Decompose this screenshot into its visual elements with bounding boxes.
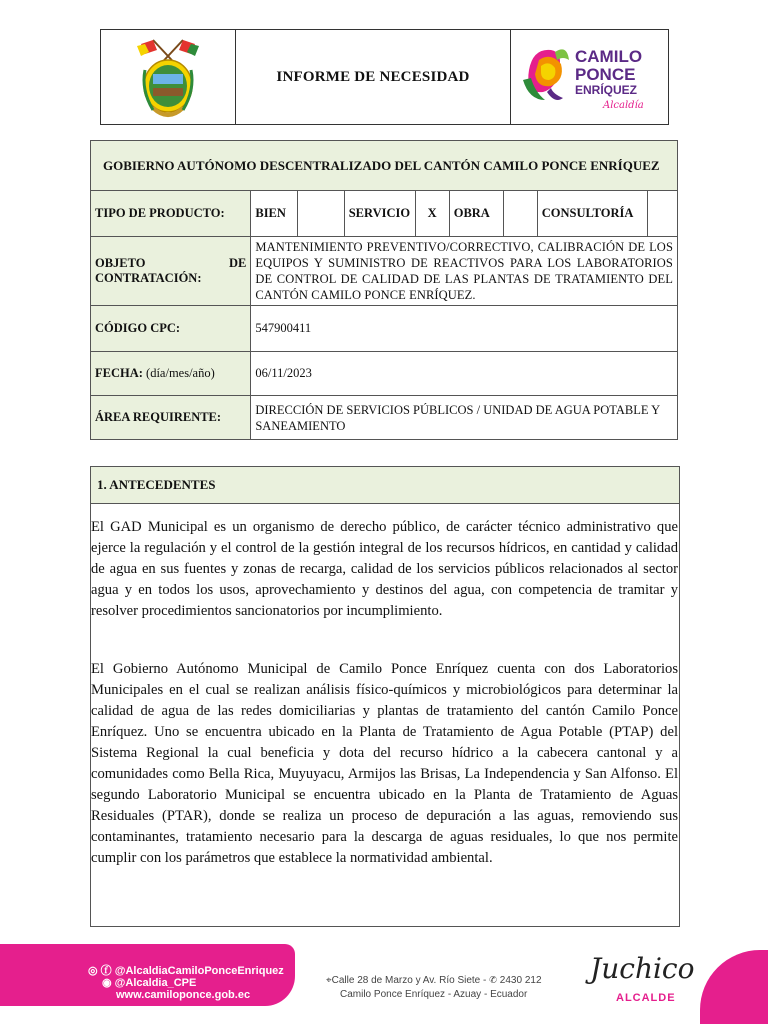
location-pin-icon: ⌖ — [326, 975, 332, 986]
product-type-label: TIPO DE PRODUCTO: — [91, 191, 251, 237]
logo-text-line2: PONCE — [575, 65, 636, 84]
consultoria-label: CONSULTORÍA — [537, 191, 647, 237]
camilo-ponce-logo — [511, 30, 668, 124]
antecedentes-paragraph-1: El GAD Municipal es un organismo de derecho público, de carácter técnico administrativo que ejerce la regulación y el control de la gestión integral de los recursos hídricos, en cantidad y calidad de agua en sus fuentes y zonas de recarga, calidad de los servicios públicos relacionados al sector agua y en todos los usos, aprovechamiento y destinos del agua, con competencia de tramitar y resolver procedimientos sancionatorios por incumplimiento. — [91, 519, 678, 619]
footer-phone: 2430 212 — [499, 975, 542, 986]
document-header — [100, 29, 669, 125]
fecha-label: FECHA: — [95, 366, 143, 380]
obra-label: OBRA — [449, 191, 503, 237]
coat-of-arms-cell — [101, 30, 236, 124]
footer-address-street: Calle 28 de Marzo y Av. Río Siete - — [331, 975, 490, 986]
logo-text-line1: CAMILO — [575, 47, 643, 66]
area-value: DIRECCIÓN DE SERVICIOS PÚBLICOS / UNIDAD DE AGUA POTABLE Y SANEAMIENTO — [251, 396, 678, 440]
objeto-label-word: OBJETO — [95, 256, 146, 270]
footer-website[interactable]: www.camiloponce.gob.ec — [116, 989, 251, 1001]
municipal-logo-cell — [511, 30, 668, 124]
fecha-label-cell — [91, 352, 251, 396]
antecedentes-section — [90, 466, 680, 927]
servicio-checkbox: X — [415, 191, 449, 237]
instagram-icon: ◎ — [88, 965, 98, 977]
consultoria-checkbox — [648, 191, 678, 237]
contract-info-table — [90, 140, 678, 440]
entity-row — [91, 141, 678, 191]
footer-social-1-text: @AlcaldiaCamiloPonceEnriquez — [114, 965, 284, 977]
footer-address-2: Camilo Ponce Enríquez - Azuay - Ecuador — [340, 989, 528, 1000]
bien-checkbox — [297, 191, 344, 237]
cpc-value: 547900411 — [251, 306, 678, 352]
facebook-icon: ⓕ — [100, 965, 112, 977]
title-cell — [236, 30, 511, 124]
signature-title: ALCALDE — [616, 992, 676, 1004]
fecha-value: 06/11/2023 — [251, 352, 678, 396]
product-type-row — [91, 191, 678, 237]
fecha-format: (día/mes/año) — [142, 366, 215, 380]
footer-pink-corner — [700, 950, 768, 1024]
footer-social-2[interactable] — [102, 976, 196, 989]
servicio-label: SERVICIO — [344, 191, 415, 237]
bien-label: BIEN — [251, 191, 298, 237]
entity-name: GOBIERNO AUTÓNOMO DESCENTRALIZADO DEL CANTÓN CAMILO PONCE ENRÍQUEZ — [91, 141, 678, 191]
area-row — [91, 396, 678, 440]
twitter-icon: ◉ — [102, 977, 112, 989]
cpc-row — [91, 306, 678, 352]
objeto-row — [91, 237, 678, 306]
footer-social-2-text: @Alcaldia_CPE — [114, 977, 197, 989]
signature: Juchico — [590, 952, 695, 985]
document-title: INFORME DE NECESIDAD — [276, 68, 470, 85]
objeto-label-de: DE — [228, 256, 247, 270]
cpc-label: CÓDIGO CPC: — [91, 306, 251, 352]
logo-text-line3: ENRÍQUEZ — [575, 83, 638, 97]
fecha-row — [91, 352, 678, 396]
area-label: ÁREA REQUIRENTE: — [91, 396, 251, 440]
coat-of-arms-logo — [101, 30, 235, 124]
flower-emblem-icon — [523, 49, 569, 100]
antecedentes-paragraph-2: El Gobierno Autónomo Municipal de Camilo Ponce Enríquez cuenta con dos Laboratorios Municipales en el cual se realizan análisis físico-químicos y microbiológicos para determinar la calidad de agua de las redes domiciliarias y plantas de tratamiento del cantón Camilo Ponce Enríquez. Uno se encuentra ubicado en la Planta de Tratamiento de Agua Potable (PTAP) del Sistema Regional la cual beneficia y dota del recurso hídrico a la cabecera cantonal y a comunidades como Bella Rica, Muyuyacu, Armijos las Brisas, La Independencia y San Alfonso. El segundo Laboratorio Municipal se encuentra ubicado en la Planta de Tratamiento de Aguas Residuales (PTAR), donde se realiza un proceso de depuración a las aguas, removiendo sus contaminantes, tratamiento necesario para la descarga de aguas residuales, lo que nos permite cumplir con los parámetros que establece la normatividad ambiental. — [91, 661, 678, 866]
antecedentes-heading: 1. ANTECEDENTES — [97, 477, 216, 492]
obra-checkbox — [504, 191, 538, 237]
objeto-label — [91, 237, 251, 306]
antecedentes-header — [91, 467, 679, 504]
footer-address-1 — [326, 975, 542, 986]
logo-tagline: Alcaldía — [603, 100, 644, 111]
page-footer — [0, 944, 768, 1024]
objeto-value: MANTENIMIENTO PREVENTIVO/CORRECTIVO, CALIBRACIÓN DE LOS EQUIPOS Y SUMINISTRO DE REACTIVOS PARA LOS LABORATORIOS DE CONTROL DE CALIDAD DE LAS PLANTAS DE TRATAMIENTO DEL CANTÓN CAMILO PONCE ENRÍQUEZ. — [251, 237, 678, 306]
phone-icon: ✆ — [489, 975, 500, 986]
objeto-label-contratacion: CONTRATACIÓN: — [95, 271, 202, 285]
